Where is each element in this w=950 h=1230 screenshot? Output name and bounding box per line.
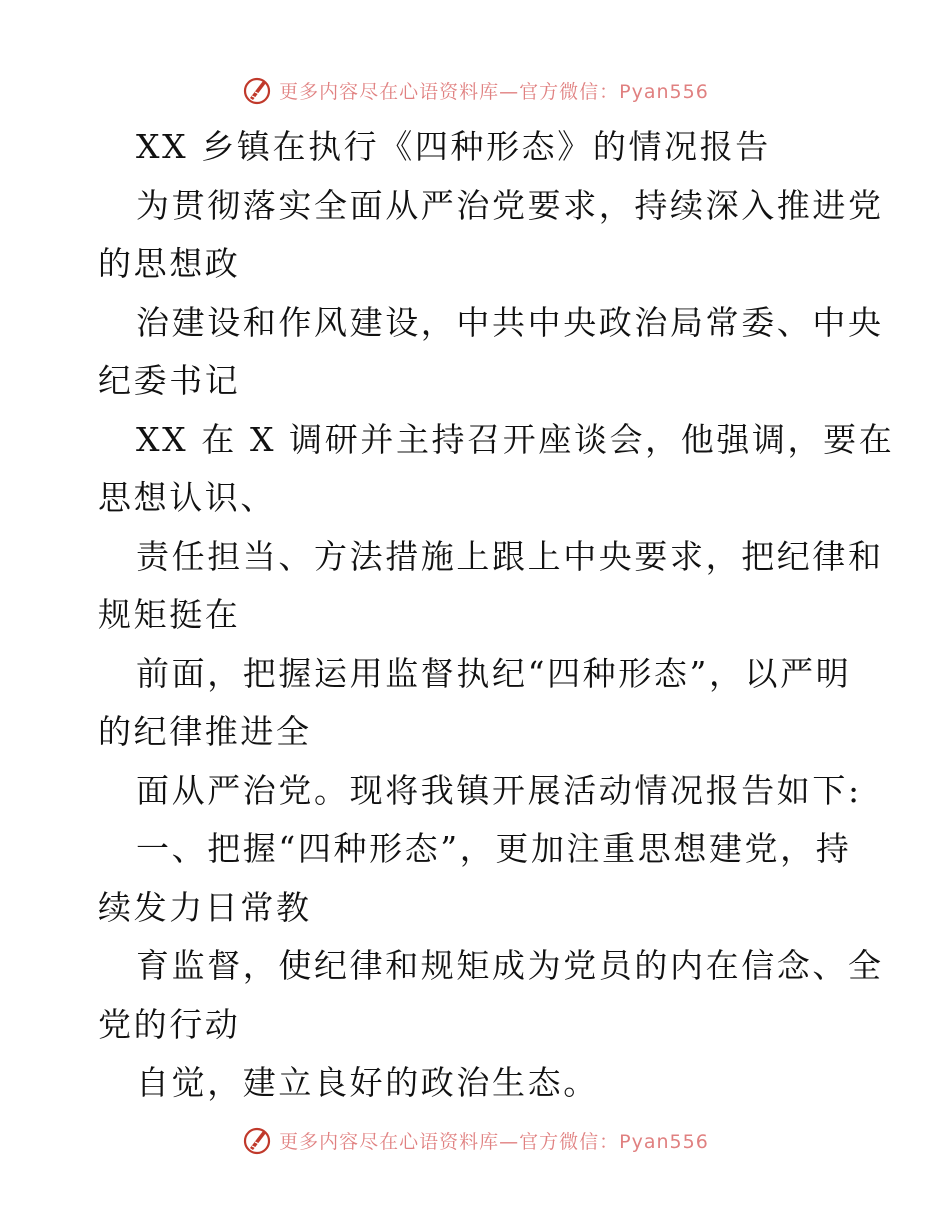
watermark-text: 更多内容尽在心语资料库—官方微信：Pyan556 [279, 80, 709, 103]
text-line: XX 在 X 调研并主持召开座谈会，他强调，要在 [136, 419, 895, 459]
text-line: 育监督，使纪律和规矩成为党员的内在信念、全 [136, 946, 884, 985]
text-line: 为贯彻落实全面从严治党要求，持续深入推进党 [136, 185, 884, 225]
feather-pen-logo-icon [241, 74, 273, 106]
text-line: 治建设和作风建设，中共中央政治局常委、中央 [136, 302, 884, 342]
text-line: 续发力日常教 [98, 887, 312, 927]
text-line: 规矩挺在 [98, 595, 241, 634]
watermark-text: 更多内容尽在心语资料库—官方微信：Pyan556 [279, 1130, 709, 1153]
text-line: 面从严治党。现将我镇开展活动情况报告如下: [136, 770, 862, 810]
text-line: 党的行动 [98, 1004, 241, 1044]
text-line: 自觉，建立良好的政治生态。 [136, 1063, 599, 1102]
text-line: 责任担当、方法措施上跟上中央要求，把纪律和 [136, 536, 884, 576]
footer-watermark [0, 1122, 950, 1158]
header-watermark [0, 72, 950, 108]
document-title-line: XX 乡镇在执行《四种形态》的情况报告 [136, 127, 771, 166]
text-line: 一、把握“四种形态”，更加注重思想建党，持 [136, 829, 852, 868]
text-line: 思想认识、 [98, 478, 276, 517]
document-body [98, 118, 895, 1113]
text-line: 的思想政 [98, 244, 241, 283]
text-line: 纪委书记 [98, 361, 241, 400]
text-line: 的纪律推进全 [98, 712, 312, 751]
text-line: 前面，把握运用监督执纪“四种形态”，以严明 [136, 653, 852, 693]
feather-pen-logo-icon [241, 1124, 273, 1156]
